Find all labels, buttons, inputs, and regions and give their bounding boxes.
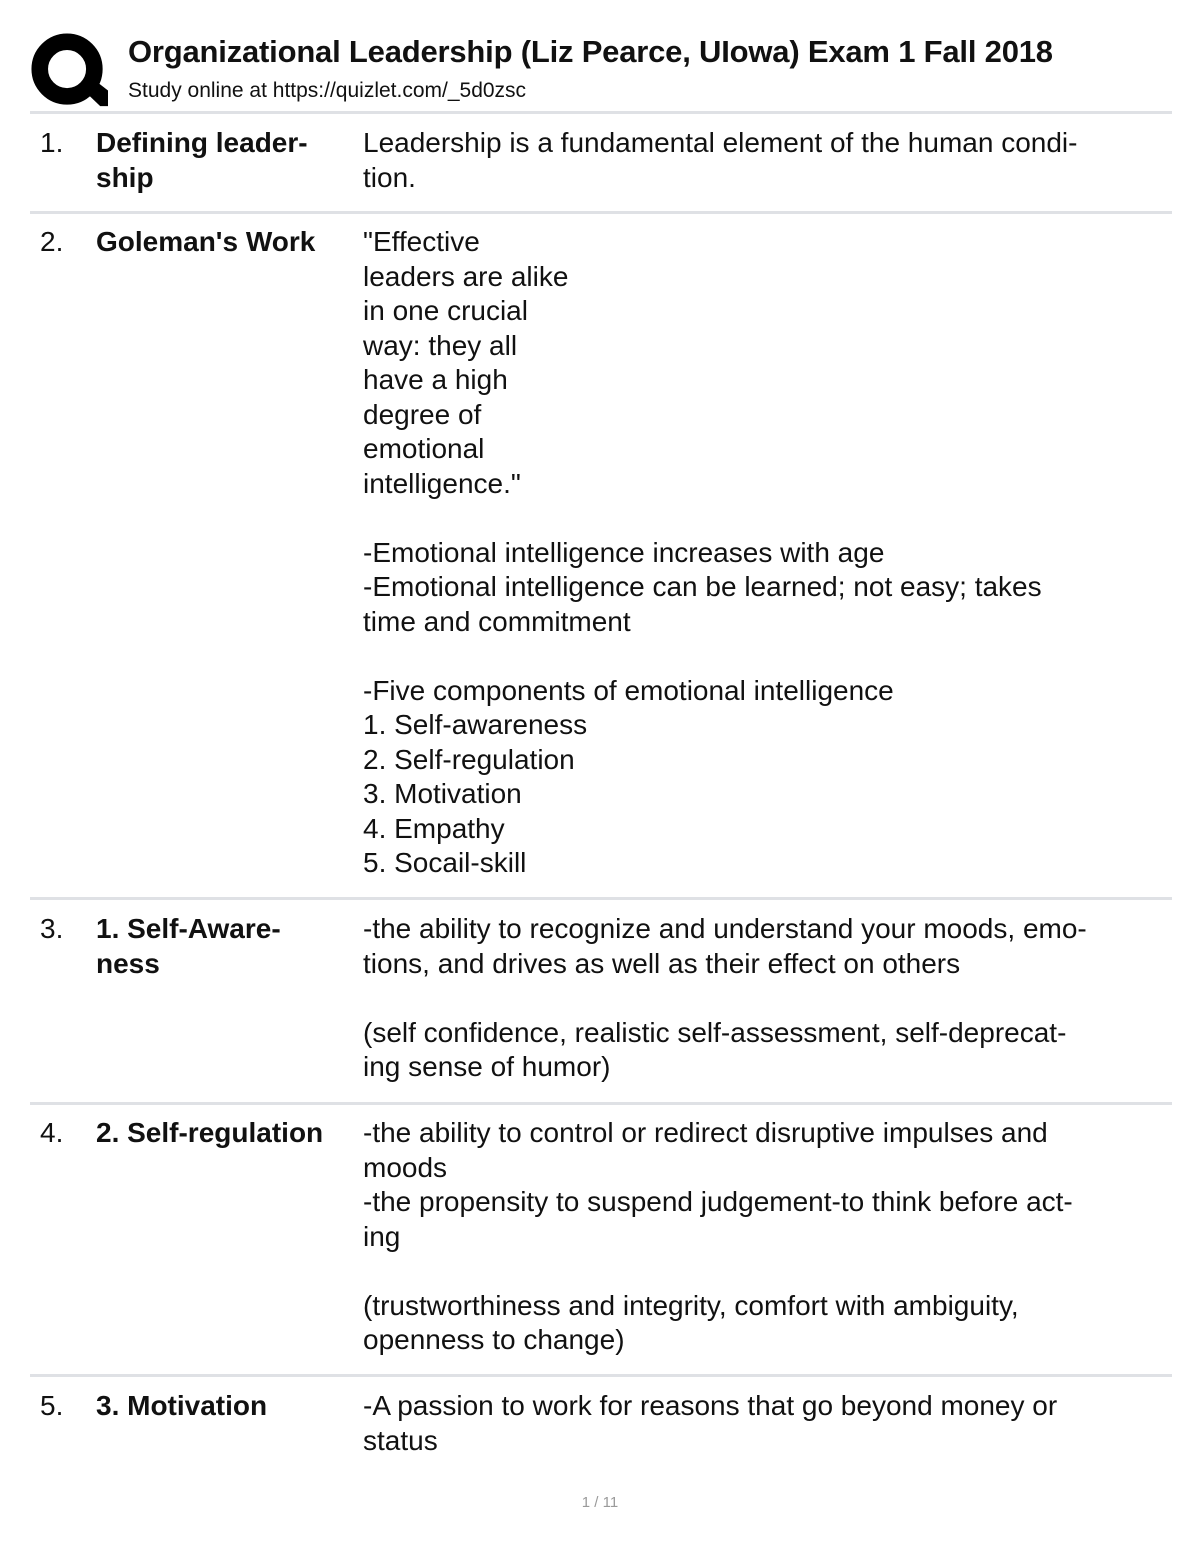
card-term: 1. Self-Aware- ness bbox=[96, 913, 281, 979]
card-term: 3. Motivation bbox=[96, 1390, 268, 1421]
card-divider bbox=[30, 211, 1172, 214]
document-header bbox=[30, 28, 1172, 112]
study-online-link[interactable]: Study online at https://quizlet.com/_5d0zsc bbox=[128, 79, 527, 102]
header-divider bbox=[30, 111, 1172, 114]
card-definition: -the ability to control or redirect disruptive impulses and moods -the propensity to suspend judgement-to think before act- ing (trustworthiness and integrity, comfort with ambiguity, openness to change) bbox=[363, 1117, 1073, 1355]
card-definition: -the ability to recognize and understand your moods, emo- tions, and drives as well as their effect on others (self confidence, realistic self-assessment, self-deprecat- ing sense of humor) bbox=[363, 913, 1087, 1082]
card-definition: Leadership is a fundamental element of the human condi- tion. bbox=[363, 127, 1078, 193]
card-term: Defining leader- ship bbox=[96, 127, 308, 193]
card-divider bbox=[30, 1102, 1172, 1105]
document-title: Organizational Leadership (Liz Pearce, UIowa) Exam 1 Fall 2018 bbox=[128, 34, 1053, 69]
card-term: Goleman's Work bbox=[96, 226, 316, 257]
card-divider bbox=[30, 1374, 1172, 1377]
card-number: 2. bbox=[40, 226, 64, 257]
card-number: 3. bbox=[40, 913, 64, 944]
card-divider bbox=[30, 897, 1172, 900]
card-number: 1. bbox=[40, 127, 64, 158]
card-number: 4. bbox=[40, 1117, 64, 1148]
card-term: 2. Self-regulation bbox=[96, 1117, 324, 1148]
card-number: 5. bbox=[40, 1390, 64, 1421]
page-indicator: 1 / 11 bbox=[581, 1494, 619, 1511]
card-definition: -A passion to work for reasons that go beyond money or status bbox=[363, 1390, 1058, 1456]
card-definition: "Effective leaders are alike in one crucial way: they all have a high degree of emotional intelligence." -Emotional intelligence increases with age -Emotional intelligence can be learned; not easy; takes time and commitment -Five components of emotional intelligence 1. Self-awareness 2. Self-regulation 3. Motivation 4. Empathy 5. Socail-skill bbox=[363, 226, 1042, 878]
quizlet-logo-icon bbox=[30, 32, 108, 110]
